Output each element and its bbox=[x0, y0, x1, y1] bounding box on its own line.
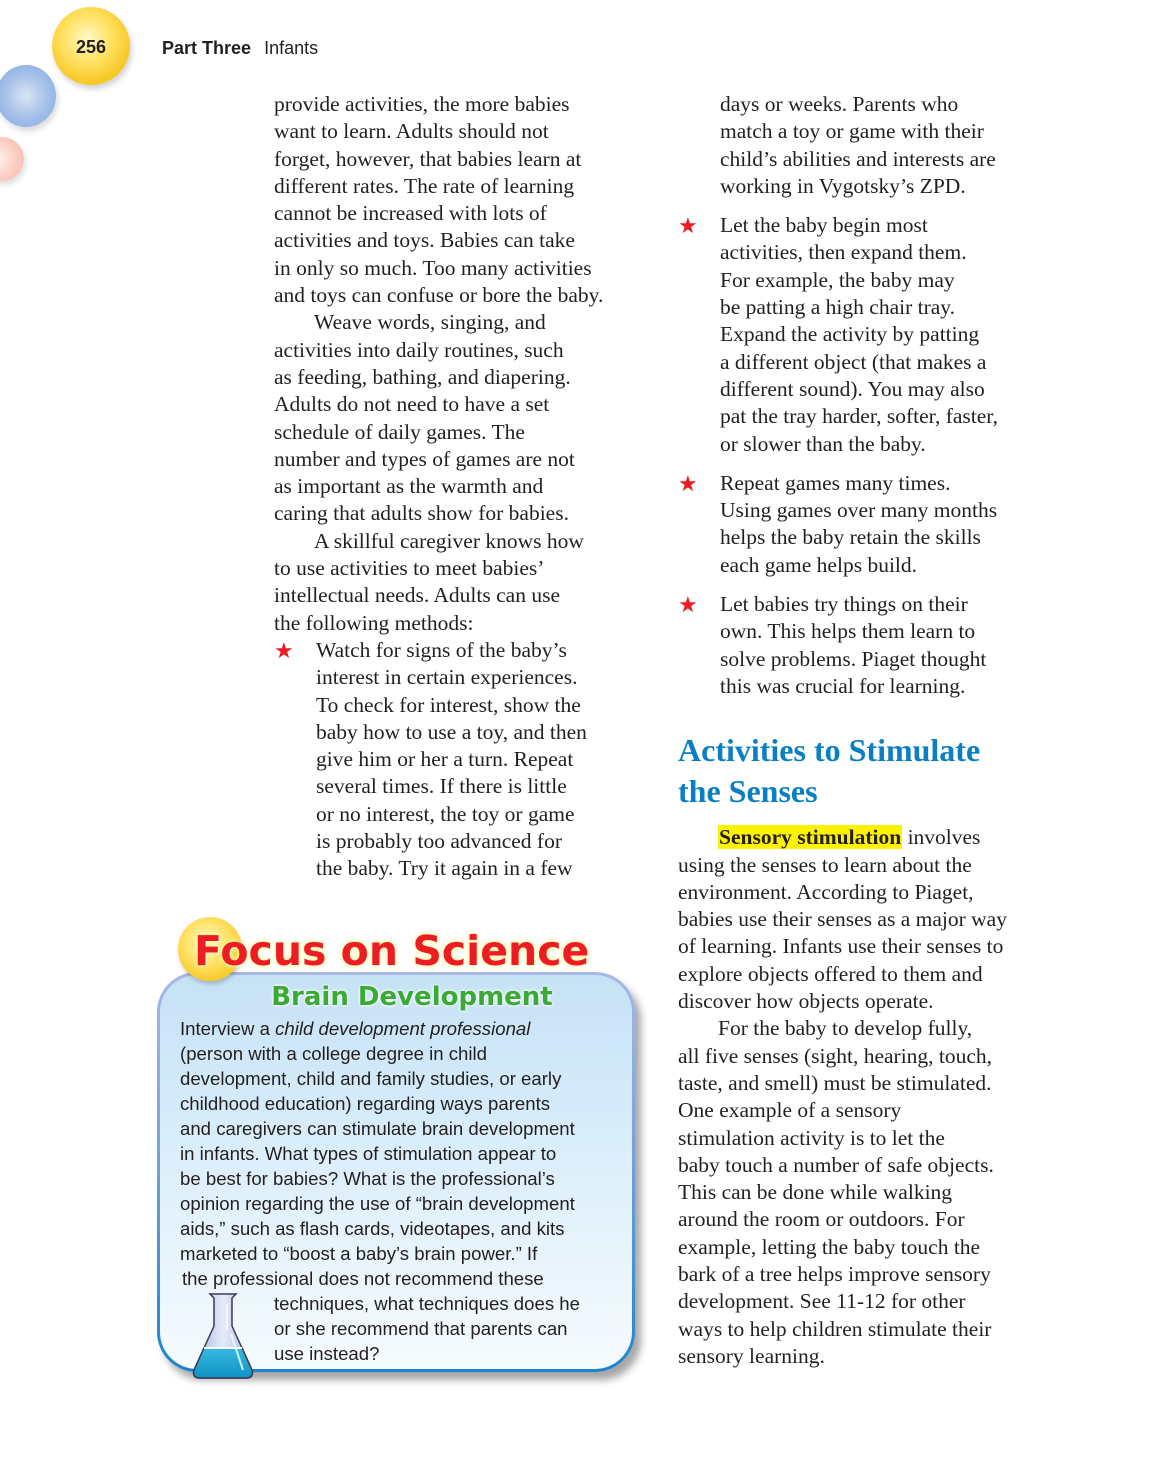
text-line: interest in certain experiences. bbox=[316, 665, 578, 690]
text-line: sensory learning. bbox=[678, 1343, 825, 1368]
text-line: of learning. Infants use their senses to bbox=[678, 934, 1004, 959]
paragraph bbox=[274, 309, 646, 527]
text-line: techniques, what techniques does he bbox=[274, 1293, 580, 1314]
text-line: using the senses to learn about the bbox=[678, 852, 972, 877]
paragraph bbox=[274, 91, 646, 309]
text-line: solve problems. Piaget thought bbox=[720, 646, 987, 671]
text-line: the following methods: bbox=[274, 610, 474, 635]
text-line: development. See 11-12 for other bbox=[678, 1289, 966, 1314]
text-line: bark of a tree helps improve sensory bbox=[678, 1261, 991, 1286]
text-line: activities into daily routines, such bbox=[274, 337, 564, 362]
text-line: or no interest, the toy or game bbox=[316, 801, 575, 826]
decorative-pink-circle bbox=[0, 137, 24, 181]
text-line: example, letting the baby touch the bbox=[678, 1234, 981, 1259]
text-line: activities, then expand them. bbox=[720, 240, 967, 265]
text-line: babies use their senses as a major way bbox=[678, 907, 1007, 932]
text-line: in only so much. Too many activities bbox=[274, 255, 592, 280]
text-line: Repeat games many times. bbox=[720, 470, 951, 495]
chapter-label: Infants bbox=[264, 38, 319, 58]
text-line bbox=[678, 824, 1050, 851]
text-line: Watch for signs of the baby’s bbox=[316, 637, 567, 662]
text-line: several times. If there is little bbox=[316, 774, 567, 799]
text-line: To check for interest, show the bbox=[316, 692, 581, 717]
text-line: baby how to use a toy, and then bbox=[316, 719, 587, 744]
text-line: A skillful caregiver knows how bbox=[314, 528, 584, 553]
bullet-item-continued bbox=[678, 91, 1050, 200]
text-line: discover how objects operate. bbox=[678, 989, 934, 1014]
focus-box-subtitle: Brain Development bbox=[271, 982, 553, 1012]
text-line: the baby. Try it again in a few bbox=[316, 856, 573, 881]
text-line: marketed to “boost a baby’s brain power.” If bbox=[180, 1243, 538, 1264]
bullet-item bbox=[678, 591, 1050, 700]
text-line: be patting a high chair tray. bbox=[720, 295, 956, 320]
text-line: opinion regarding the use of “brain development bbox=[180, 1193, 575, 1214]
text-line: as important as the warmth and bbox=[274, 474, 544, 499]
flask-icon bbox=[188, 1290, 258, 1382]
text-line: stimulation activity is to let the bbox=[678, 1125, 945, 1150]
text-line: (person with a college degree in child bbox=[180, 1043, 487, 1064]
star-bullet-icon: ★ bbox=[678, 593, 698, 619]
text-line: the professional does not recommend these bbox=[182, 1268, 544, 1289]
text-line: different rates. The rate of learning bbox=[274, 173, 575, 198]
text-line: child’s abilities and interests are bbox=[720, 146, 996, 171]
text-line: and toys can confuse or bore the baby. bbox=[274, 283, 604, 308]
text-line: explore objects offered to them and bbox=[678, 961, 983, 986]
heading-line: Activities to Stimulate bbox=[678, 732, 981, 769]
text-line: cannot be increased with lots of bbox=[274, 201, 547, 226]
page-number: 256 bbox=[75, 37, 107, 57]
text-line: Let babies try things on their bbox=[720, 592, 968, 617]
part-label: Part Three bbox=[162, 38, 252, 58]
text-line: around the room or outdoors. For bbox=[678, 1207, 965, 1232]
text-line: pat the tray harder, softer, faster, bbox=[720, 404, 998, 429]
paragraph bbox=[274, 528, 646, 637]
text-line: is probably too advanced for bbox=[316, 829, 562, 854]
text-line: or she recommend that parents can bbox=[274, 1318, 568, 1339]
star-bullet-icon: ★ bbox=[274, 638, 294, 664]
left-column bbox=[274, 91, 646, 883]
text-line: One example of a sensory bbox=[678, 1098, 902, 1123]
text-line: a different object (that makes a bbox=[720, 349, 987, 374]
text-line: this was crucial for learning. bbox=[720, 673, 966, 698]
star-bullet-icon: ★ bbox=[678, 471, 698, 497]
text-line: to use activities to meet babies’ bbox=[274, 556, 545, 581]
text-line: in infants. What types of stimulation appear to bbox=[180, 1143, 557, 1164]
bullet-item bbox=[678, 470, 1050, 579]
text-line: childhood education) regarding ways parents bbox=[180, 1093, 551, 1114]
text-line: environment. According to Piaget, bbox=[678, 879, 974, 904]
focus-box-title: Focus on Science bbox=[194, 927, 590, 975]
text-line: match a toy or game with their bbox=[720, 119, 984, 144]
text-line: ways to help children stimulate their bbox=[678, 1316, 992, 1341]
text-line: want to learn. Adults should not bbox=[274, 119, 549, 144]
text-line: For example, the baby may bbox=[720, 267, 955, 292]
section-heading bbox=[678, 730, 1050, 812]
right-column bbox=[678, 91, 1050, 1370]
decorative-blue-circle bbox=[0, 65, 56, 127]
text-line: schedule of daily games. The bbox=[274, 419, 525, 444]
italic-term: child development professional bbox=[275, 1018, 531, 1039]
text-line: as feeding, bathing, and diapering. bbox=[274, 364, 571, 389]
text-line: Let the baby begin most bbox=[720, 213, 928, 238]
bullet-item bbox=[678, 212, 1050, 458]
text-line: helps the baby retain the skills bbox=[720, 525, 981, 550]
text-line: and caregivers can stimulate brain development bbox=[180, 1118, 575, 1139]
text-line: be best for babies? What is the professional’s bbox=[180, 1168, 555, 1189]
text-line: taste, and smell) must be stimulated. bbox=[678, 1070, 992, 1095]
paragraph bbox=[678, 1015, 1050, 1370]
text-fragment: Interview a bbox=[180, 1018, 276, 1039]
paragraph bbox=[678, 824, 1050, 1015]
text-line: Adults do not need to have a set bbox=[274, 392, 550, 417]
key-term: Sensory stimulation bbox=[719, 825, 902, 850]
text-line: For the baby to develop fully, bbox=[718, 1016, 973, 1041]
text-line: This can be done while walking bbox=[678, 1180, 953, 1205]
bullet-item bbox=[274, 637, 646, 883]
text-line: number and types of games are not bbox=[274, 446, 575, 471]
text-line: Using games over many months bbox=[720, 498, 998, 523]
text-line: aids,” such as flash cards, videotapes, and kits bbox=[180, 1218, 565, 1239]
text-line: or slower than the baby. bbox=[720, 431, 926, 456]
text-line: baby touch a number of safe objects. bbox=[678, 1152, 994, 1177]
text-line: each game helps build. bbox=[720, 552, 918, 577]
text-line: activities and toys. Babies can take bbox=[274, 228, 575, 253]
text-line: own. This helps them learn to bbox=[720, 619, 976, 644]
text-line: give him or her a turn. Repeat bbox=[316, 747, 574, 772]
text-line: development, child and family studies, or early bbox=[180, 1068, 562, 1089]
text-line: provide activities, the more babies bbox=[274, 92, 570, 116]
text-line: days or weeks. Parents who bbox=[720, 92, 959, 116]
text-line bbox=[180, 1016, 630, 1041]
text-fragment: involves bbox=[902, 825, 981, 850]
star-bullet-icon: ★ bbox=[678, 214, 698, 240]
running-head bbox=[162, 38, 318, 59]
text-line: different sound). You may also bbox=[720, 376, 985, 401]
heading-line: the Senses bbox=[678, 773, 818, 810]
text-line: caring that adults show for babies. bbox=[274, 501, 569, 526]
text-line: working in Vygotsky’s ZPD. bbox=[720, 173, 966, 198]
text-line: intellectual needs. Adults can use bbox=[274, 583, 560, 608]
text-line: forget, however, that babies learn at bbox=[274, 146, 582, 171]
text-line: use instead? bbox=[274, 1343, 380, 1364]
text-line: Weave words, singing, and bbox=[314, 310, 546, 335]
text-line: Expand the activity by patting bbox=[720, 322, 980, 347]
text-line: all five senses (sight, hearing, touch, bbox=[678, 1043, 993, 1068]
